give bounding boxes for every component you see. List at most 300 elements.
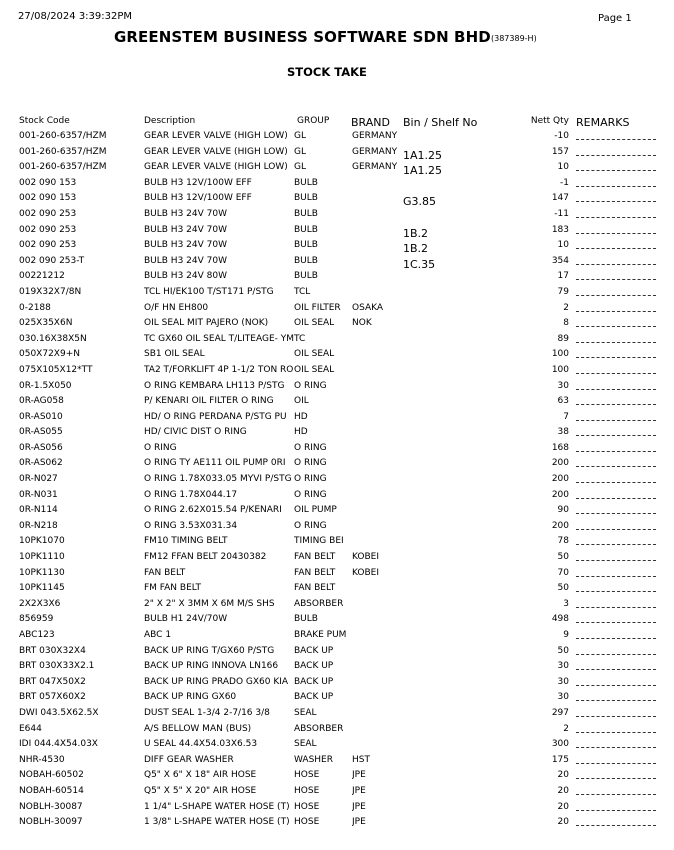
- table-row: [0, 473, 674, 489]
- remarks-line: [576, 677, 656, 686]
- stock-code-cell: 002 090 253: [19, 208, 77, 219]
- table-row: [0, 676, 674, 692]
- nett-qty-cell: 297: [551, 707, 569, 718]
- group-cell: OIL FILTER: [294, 302, 341, 313]
- remarks-line: [576, 614, 656, 623]
- brand-cell: NOK: [352, 318, 372, 329]
- table-row: [0, 208, 674, 224]
- nett-qty-cell: -10: [554, 131, 569, 141]
- description-cell: 1 1/4" L-SHAPE WATER HOSE (T): [144, 801, 290, 812]
- remarks-line: [576, 412, 656, 421]
- brand-cell: JPE: [352, 785, 366, 796]
- remarks-line: [576, 755, 656, 764]
- remarks-line: [576, 770, 656, 779]
- description-cell: 2" X 2" X 3MM X 6M M/S SHS: [144, 598, 275, 609]
- remarks-line: [576, 240, 656, 249]
- remarks-line: [576, 692, 656, 701]
- description-cell: OIL SEAL MIT PAJERO (NOK): [144, 318, 269, 329]
- description-cell: O RING 1.78X033.05 MYVI P/STG: [144, 474, 292, 485]
- table-row: [0, 598, 674, 614]
- stock-code-cell: 0R-AG058: [19, 396, 64, 407]
- stock-code-cell: 030.16X38X5N: [19, 333, 87, 344]
- nett-qty-cell: 100: [551, 349, 569, 360]
- group-cell: O RING: [294, 520, 327, 531]
- nett-qty-cell: 354: [551, 255, 569, 266]
- group-cell: HOSE: [294, 785, 320, 796]
- report-datetime: 27/08/2024 3:39:32PM: [18, 11, 133, 22]
- table-row: [0, 333, 674, 349]
- table-row: [0, 520, 674, 536]
- description-cell: TA2 T/FORKLIFT 4P 1-1/2 TON RO: [144, 364, 294, 375]
- description-cell: O RING 1.78X044.17: [144, 489, 238, 500]
- bin-shelf-cell: 1B.2: [403, 226, 429, 240]
- group-cell: O RING: [294, 458, 327, 469]
- nett-qty-cell: 147: [551, 193, 569, 204]
- stock-code-cell: BRT 030X33X2.1: [19, 661, 95, 672]
- group-cell: ABSORBER: [294, 723, 344, 734]
- nett-qty-cell: 63: [557, 396, 569, 407]
- table-row: [0, 582, 674, 598]
- nett-qty-cell: 2: [563, 302, 569, 313]
- description-cell: BULB H3 24V 80W: [144, 271, 227, 282]
- stock-code-cell: 0R-1.5X050: [19, 380, 72, 391]
- description-cell: O/F HN EH800: [144, 302, 209, 313]
- nett-qty-cell: 168: [551, 442, 569, 453]
- page-number: Page 1: [598, 13, 632, 24]
- remarks-line: [576, 661, 656, 670]
- stock-code-cell: 001-260-6357/HZM: [19, 146, 107, 157]
- nett-qty-cell: 20: [557, 785, 569, 796]
- stock-code-cell: 0R-AS056: [19, 442, 63, 453]
- brand-cell: JPE: [352, 770, 366, 781]
- remarks-line: [576, 490, 656, 499]
- stock-code-cell: 0R-N031: [19, 489, 58, 500]
- group-cell: FAN BELT: [294, 567, 336, 578]
- stock-code-cell: NOBAH-60502: [19, 770, 84, 781]
- stock-code-cell: 0R-N218: [19, 520, 58, 531]
- table-row: [0, 801, 674, 817]
- bin-shelf-cell: 1C.35: [403, 257, 436, 271]
- description-cell: O RING TY AE111 OIL PUMP 0RI: [144, 458, 286, 469]
- stock-code-cell: 002 090 253: [19, 224, 77, 235]
- group-cell: WASHER: [294, 754, 333, 765]
- table-row: [0, 395, 674, 411]
- brand-cell: KOBEI: [352, 552, 380, 563]
- nett-qty-cell: 50: [557, 645, 569, 656]
- nett-qty-cell: 100: [551, 364, 569, 375]
- nett-qty-cell: 30: [557, 661, 569, 672]
- group-cell: ABSORBER: [294, 598, 344, 609]
- table-row: [0, 224, 674, 240]
- description-cell: O RING: [144, 442, 177, 453]
- nett-qty-cell: 20: [557, 801, 569, 812]
- group-cell: HD: [294, 427, 308, 438]
- description-cell: DIFF GEAR WASHER: [144, 754, 234, 765]
- table-row: [0, 738, 674, 754]
- stock-code-cell: 10PK1070: [19, 536, 65, 547]
- table-row: [0, 146, 674, 162]
- description-cell: GEAR LEVER VALVE (HIGH LOW): [144, 146, 288, 157]
- stock-code-cell: 002 090 253: [19, 240, 77, 251]
- brand-cell: JPE: [352, 817, 366, 828]
- remarks-line: [576, 458, 656, 467]
- description-cell: FM10 TIMING BELT: [144, 536, 228, 547]
- bin-shelf-cell: G3.85: [403, 195, 437, 209]
- group-cell: BRAKE PUM: [294, 630, 347, 640]
- nett-qty-cell: 3: [563, 598, 569, 609]
- stock-code-cell: 075X105X12*TT: [19, 364, 93, 375]
- remarks-line: [576, 474, 656, 483]
- header-nett-qty: Nett Qty: [530, 116, 569, 126]
- group-cell: BULB: [294, 614, 318, 625]
- group-cell: BULB: [294, 208, 318, 219]
- stock-code-cell: 002 090 253-T: [19, 255, 85, 266]
- group-cell: TCL: [294, 286, 311, 297]
- nett-qty-cell: 300: [551, 739, 569, 750]
- description-cell: TC GX60 OIL SEAL T/LITEAGE- YM: [144, 333, 294, 344]
- description-cell: BACK UP RING GX60: [144, 692, 237, 703]
- description-cell: BACK UP RING INNOVA LN166: [144, 661, 279, 672]
- description-cell: O RING 2.62X015.54 P/KENARI: [144, 505, 282, 516]
- description-cell: GEAR LEVER VALVE (HIGH LOW): [144, 162, 288, 173]
- nett-qty-cell: 30: [557, 692, 569, 703]
- nett-qty-cell: -1: [560, 177, 569, 188]
- description-cell: BULB H1 24V/70W: [144, 614, 228, 625]
- table-row: [0, 660, 674, 676]
- group-cell: TIMING BEI: [294, 536, 344, 547]
- remarks-line: [576, 349, 656, 358]
- nett-qty-cell: 90: [557, 505, 569, 516]
- description-cell: BULB H3 12V/100W EFF: [144, 193, 252, 204]
- stock-code-cell: BRT 030X32X4: [19, 645, 86, 656]
- bin-shelf-cell: 1A1.25: [403, 164, 443, 178]
- nett-qty-cell: 200: [551, 474, 569, 485]
- nett-qty-cell: 50: [557, 552, 569, 563]
- brand-cell: KOBEI: [352, 567, 380, 578]
- group-cell: TC: [294, 333, 306, 344]
- group-cell: GL: [294, 131, 306, 141]
- description-cell: BACK UP RING T/GX60 P/STG: [144, 645, 275, 656]
- description-cell: HD/ CIVIC DIST O RING: [144, 427, 247, 438]
- description-cell: U SEAL 44.4X54.03X6.53: [144, 739, 258, 750]
- group-cell: BACK UP: [294, 676, 334, 687]
- nett-qty-cell: 30: [557, 676, 569, 687]
- group-cell: OIL SEAL: [294, 349, 335, 360]
- nett-qty-cell: 183: [551, 224, 569, 235]
- table-row: [0, 551, 674, 567]
- header-group: GROUP: [297, 116, 330, 126]
- stock-code-cell: NOBLH-30097: [19, 817, 83, 828]
- nett-qty-cell: 9: [563, 630, 569, 640]
- stock-code-cell: IDI 044.4X54.03X: [19, 739, 98, 750]
- description-cell: BULB H3 24V 70W: [144, 240, 227, 251]
- table-row: [0, 489, 674, 505]
- table-row: [0, 785, 674, 801]
- nett-qty-cell: 50: [557, 583, 569, 594]
- group-cell: O RING: [294, 489, 327, 500]
- table-row: [0, 442, 674, 458]
- stock-code-cell: BRT 057X60X2: [19, 692, 86, 703]
- nett-qty-cell: 20: [557, 817, 569, 828]
- stock-code-cell: 856959: [19, 614, 54, 625]
- table-row: [0, 177, 674, 193]
- remarks-line: [576, 193, 656, 202]
- description-cell: FAN BELT: [144, 567, 186, 578]
- group-cell: FAN BELT: [294, 583, 336, 594]
- remarks-line: [576, 583, 656, 592]
- company-registration: (387389-H): [491, 34, 537, 43]
- remarks-line: [576, 271, 656, 280]
- nett-qty-cell: -11: [554, 208, 569, 219]
- remarks-line: [576, 381, 656, 390]
- stock-code-cell: 050X72X9+N: [19, 349, 80, 360]
- table-row: [0, 161, 674, 177]
- group-cell: O RING: [294, 380, 327, 391]
- group-cell: BACK UP: [294, 692, 334, 703]
- table-row: [0, 239, 674, 255]
- remarks-line: [576, 334, 656, 343]
- remarks-line: [576, 318, 656, 327]
- remarks-line: [576, 303, 656, 312]
- description-cell: HD/ O RING PERDANA P/STG PU: [144, 411, 287, 422]
- header-brand: BRAND: [351, 116, 390, 129]
- stock-code-cell: 002 090 153: [19, 193, 77, 204]
- table-row: [0, 769, 674, 785]
- table-row: [0, 754, 674, 770]
- stock-code-cell: NOBLH-30087: [19, 801, 83, 812]
- group-cell: OIL SEAL: [294, 364, 335, 375]
- group-cell: BULB: [294, 193, 318, 204]
- nett-qty-cell: 498: [551, 614, 569, 625]
- group-cell: OIL SEAL: [294, 318, 335, 329]
- header-description: Description: [144, 116, 196, 126]
- stock-code-cell: BRT 047X50X2: [19, 676, 86, 687]
- group-cell: OIL PUMP: [294, 505, 337, 516]
- group-cell: O RING: [294, 442, 327, 453]
- company-name: GREENSTEM BUSINESS SOFTWARE SDN BHD: [114, 28, 491, 46]
- stock-code-cell: 001-260-6357/HZM: [19, 162, 107, 173]
- table-row: [0, 691, 674, 707]
- stock-code-cell: 10PK1145: [19, 583, 65, 594]
- nett-qty-cell: 10: [557, 162, 569, 173]
- brand-cell: GERMANY: [352, 131, 398, 141]
- brand-cell: GERMANY: [352, 146, 398, 157]
- table-row: [0, 426, 674, 442]
- group-cell: BULB: [294, 271, 318, 282]
- table-row: [0, 192, 674, 208]
- nett-qty-cell: 10: [557, 240, 569, 251]
- nett-qty-cell: 200: [551, 489, 569, 500]
- remarks-line: [576, 802, 656, 811]
- stock-code-cell: E644: [19, 723, 42, 734]
- table-row: [0, 707, 674, 723]
- nett-qty-cell: 157: [551, 146, 569, 157]
- stock-code-cell: ABC123: [19, 630, 55, 640]
- table-row: [0, 457, 674, 473]
- description-cell: TCL HI/EK100 T/ST171 P/STG: [144, 286, 274, 297]
- remarks-line: [576, 786, 656, 795]
- table-row: [0, 317, 674, 333]
- description-cell: GEAR LEVER VALVE (HIGH LOW): [144, 131, 288, 141]
- table-row: [0, 613, 674, 629]
- stock-code-cell: 0-2188: [19, 302, 51, 313]
- brand-cell: JPE: [352, 801, 366, 812]
- description-cell: BULB H3 24V 70W: [144, 224, 227, 235]
- stock-code-cell: DWI 043.5X62.5X: [19, 707, 99, 718]
- table-row: [0, 130, 674, 146]
- description-cell: BULB H3 24V 70W: [144, 208, 227, 219]
- group-cell: BACK UP: [294, 645, 334, 656]
- nett-qty-cell: 200: [551, 458, 569, 469]
- group-cell: HD: [294, 411, 308, 422]
- nett-qty-cell: 78: [557, 536, 569, 547]
- table-row: [0, 411, 674, 427]
- remarks-line: [576, 552, 656, 561]
- stock-code-cell: 002 090 153: [19, 177, 77, 188]
- nett-qty-cell: 20: [557, 770, 569, 781]
- remarks-line: [576, 724, 656, 733]
- remarks-line: [576, 256, 656, 265]
- nett-qty-cell: 8: [563, 318, 569, 329]
- group-cell: BULB: [294, 177, 318, 188]
- description-cell: P/ KENARI OIL FILTER O RING: [144, 396, 274, 407]
- nett-qty-cell: 17: [557, 271, 569, 282]
- description-cell: Q5" X 5" X 20" AIR HOSE: [144, 785, 257, 796]
- table-row: [0, 567, 674, 583]
- remarks-line: [576, 708, 656, 717]
- brand-cell: HST: [352, 754, 370, 765]
- nett-qty-cell: 70: [557, 567, 569, 578]
- remarks-line: [576, 162, 656, 171]
- description-cell: 1 3/8" L-SHAPE WATER HOSE (T): [144, 817, 290, 828]
- remarks-line: [576, 427, 656, 436]
- stock-code-cell: 0R-AS062: [19, 458, 63, 469]
- description-cell: FM12 FFAN BELT 20430382: [144, 552, 267, 563]
- remarks-line: [576, 646, 656, 655]
- group-cell: HOSE: [294, 770, 320, 781]
- group-cell: HOSE: [294, 801, 320, 812]
- group-cell: FAN BELT: [294, 552, 336, 563]
- report-title: STOCK TAKE: [287, 65, 367, 79]
- brand-cell: GERMANY: [352, 162, 398, 173]
- table-row: [0, 270, 674, 286]
- remarks-line: [576, 599, 656, 608]
- stock-code-cell: 00221212: [19, 271, 65, 282]
- remarks-line: [576, 739, 656, 748]
- remarks-line: [576, 131, 656, 140]
- remarks-line: [576, 630, 656, 639]
- nett-qty-cell: 89: [557, 333, 569, 344]
- header-remarks: REMARKS: [576, 116, 630, 129]
- table-row: [0, 364, 674, 380]
- nett-qty-cell: 200: [551, 520, 569, 531]
- stock-code-cell: 0R-N027: [19, 474, 58, 485]
- nett-qty-cell: 79: [557, 286, 569, 297]
- remarks-line: [576, 443, 656, 452]
- group-cell: SEAL: [294, 739, 317, 750]
- description-cell: FM FAN BELT: [144, 583, 202, 594]
- stock-code-cell: 2X2X3X6: [19, 598, 61, 609]
- description-cell: SB1 OIL SEAL: [144, 349, 205, 360]
- group-cell: GL: [294, 146, 306, 157]
- brand-cell: OSAKA: [352, 302, 384, 313]
- stock-code-cell: 0R-AS010: [19, 411, 63, 422]
- nett-qty-cell: 30: [557, 380, 569, 391]
- description-cell: O RING 3.53X031.34: [144, 520, 238, 531]
- group-cell: BACK UP: [294, 661, 334, 672]
- remarks-line: [576, 225, 656, 234]
- nett-qty-cell: 38: [557, 427, 569, 438]
- stock-code-cell: 0R-AS055: [19, 427, 63, 438]
- table-row: [0, 723, 674, 739]
- nett-qty-cell: 7: [563, 411, 569, 422]
- nett-qty-cell: 2: [563, 723, 569, 734]
- remarks-line: [576, 287, 656, 296]
- group-cell: OIL: [294, 396, 309, 407]
- description-cell: O RING KEMBARA LH113 P/STG: [144, 380, 285, 391]
- stock-code-cell: 0R-N114: [19, 505, 58, 516]
- stock-code-cell: 001-260-6357/HZM: [19, 131, 107, 141]
- description-cell: BULB H3 12V/100W EFF: [144, 177, 252, 188]
- table-row: [0, 380, 674, 396]
- stock-code-cell: 10PK1110: [19, 552, 65, 563]
- table-row: [0, 348, 674, 364]
- stock-code-cell: NHR-4530: [19, 754, 65, 765]
- group-cell: GL: [294, 162, 306, 173]
- group-cell: HOSE: [294, 817, 320, 828]
- group-cell: BULB: [294, 240, 318, 251]
- remarks-line: [576, 147, 656, 156]
- stock-code-cell: 025X35X6N: [19, 318, 73, 329]
- stock-table: [0, 130, 674, 832]
- table-row: [0, 286, 674, 302]
- description-cell: DUST SEAL 1-3/4 2-7/16 3/8: [144, 707, 270, 718]
- table-row: [0, 255, 674, 271]
- group-cell: BULB: [294, 224, 318, 235]
- header-stock-code: Stock Code: [19, 116, 70, 126]
- remarks-line: [576, 521, 656, 530]
- table-row: [0, 302, 674, 318]
- remarks-line: [576, 178, 656, 187]
- nett-qty-cell: 175: [551, 754, 569, 765]
- table-row: [0, 645, 674, 661]
- description-cell: BACK UP RING PRADO GX60 KIA: [144, 676, 289, 687]
- description-cell: A/S BELLOW MAN (BUS): [144, 723, 252, 734]
- remarks-line: [576, 365, 656, 374]
- remarks-line: [576, 396, 656, 405]
- bin-shelf-cell: 1A1.25: [403, 148, 443, 162]
- description-cell: ABC 1: [144, 630, 172, 640]
- stock-code-cell: NOBAH-60514: [19, 785, 84, 796]
- description-cell: Q5" X 6" X 18" AIR HOSE: [144, 770, 257, 781]
- remarks-line: [576, 505, 656, 514]
- bin-shelf-cell: 1B.2: [403, 242, 429, 256]
- remarks-line: [576, 568, 656, 577]
- table-row: [0, 504, 674, 520]
- group-cell: O RING: [294, 474, 327, 485]
- table-row: [0, 535, 674, 551]
- group-cell: SEAL: [294, 707, 317, 718]
- remarks-line: [576, 817, 656, 826]
- table-row: [0, 629, 674, 645]
- remarks-line: [576, 209, 656, 218]
- table-row: [0, 816, 674, 832]
- stock-code-cell: 10PK1130: [19, 567, 65, 578]
- group-cell: BULB: [294, 255, 318, 266]
- header-bin-shelf: Bin / Shelf No: [403, 116, 478, 129]
- remarks-line: [576, 536, 656, 545]
- description-cell: BULB H3 24V 70W: [144, 255, 227, 266]
